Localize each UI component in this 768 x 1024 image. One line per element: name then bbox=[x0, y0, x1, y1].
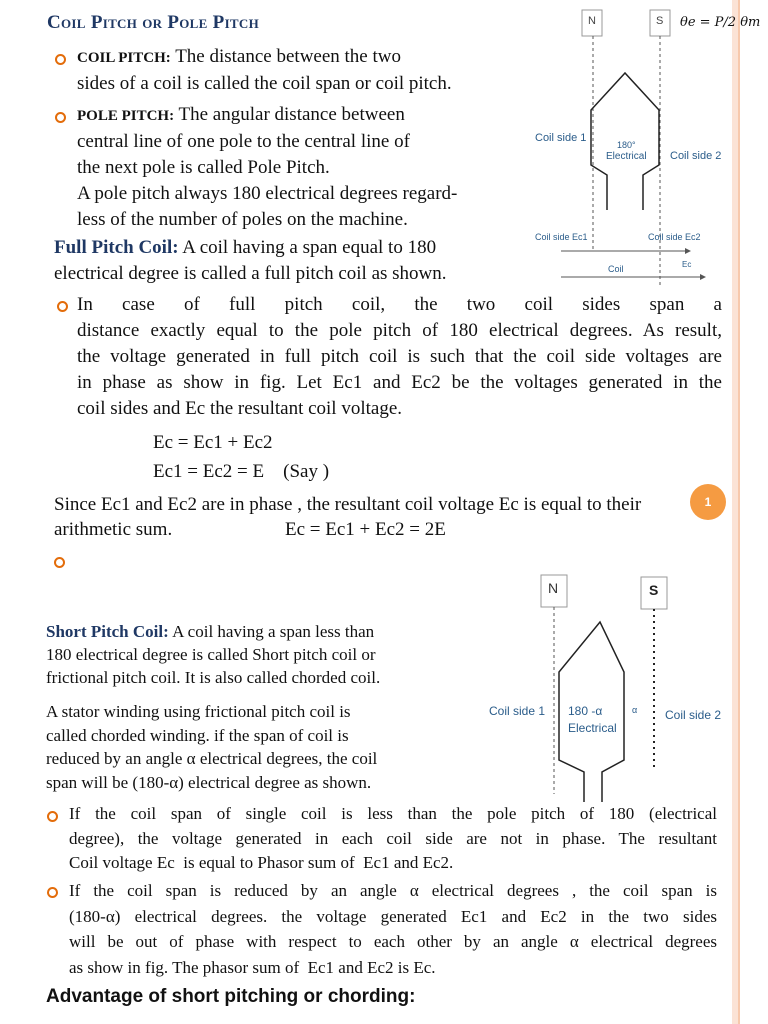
ec-arrowhead bbox=[685, 248, 691, 254]
full-para-line1: In case of full pitch coil, the two coil sides span a bbox=[77, 294, 722, 315]
bullet-icon bbox=[54, 557, 65, 568]
short-pitch-line3: frictional pitch coil. It is also called chorded coil. bbox=[46, 668, 381, 687]
angle-sub-label: Electrical bbox=[606, 151, 647, 162]
pole-n-label: N bbox=[588, 15, 596, 27]
coil-side-1-label: Coil side 1 bbox=[489, 704, 546, 718]
angle-formula: θe = P/2 θm bbox=[680, 15, 760, 30]
since-paragraph bbox=[54, 492, 704, 518]
short-pitch-diagram bbox=[482, 572, 732, 810]
pole-pitch-line1: The angular distance between bbox=[178, 104, 405, 125]
angle-label: 180 -α bbox=[568, 704, 603, 718]
coil-pitch-line2: sides of a coil is called the coil span or coil pitch. bbox=[77, 73, 452, 94]
short-b2-line3: will be out of phase with respect to each other by an angle α electrical degrees bbox=[69, 932, 717, 951]
pole-pitch-line4: A pole pitch always 180 electrical degrees regard- bbox=[77, 183, 458, 204]
pole-pitch-line3: the next pole is called Pole Pitch. bbox=[77, 157, 330, 178]
short-pitch-line1: A coil having a span less than bbox=[172, 622, 375, 641]
since-line2: arithmetic sum. bbox=[54, 519, 173, 540]
pole-pitch-line5: less of the number of poles on the machine. bbox=[77, 209, 408, 230]
angle-sub-label: Electrical bbox=[568, 721, 617, 735]
full-pitch-label: Full Pitch Coil: bbox=[54, 237, 179, 258]
alpha-label: α bbox=[632, 705, 638, 715]
short-b1-line2: degree), the voltage generated in each coil side are not in phase. The resultant bbox=[69, 828, 717, 848]
chorded-winding-paragraph bbox=[46, 700, 466, 794]
full-para-line3: the voltage generated in full pitch coil is such that the coil side voltages are bbox=[77, 346, 722, 367]
page-title: Coil Pitch or Pole Pitch bbox=[47, 12, 259, 33]
since-equation: Ec = Ec1 + Ec2 = 2E bbox=[285, 519, 446, 540]
full-pitch-line2: electrical degree is called a full pitch coil as shown. bbox=[54, 263, 447, 284]
coil-arrowhead bbox=[700, 274, 706, 280]
bullet-icon bbox=[55, 54, 66, 65]
short-b2-line4: as show in fig. The phasor sum of Ec1 and Ec2 is Ec. bbox=[69, 957, 436, 977]
short-b1-line3: Coil voltage Ec is equal to Phasor sum of Ec1 and Ec2. bbox=[69, 853, 454, 872]
ec1-label: Coil side Ec1 bbox=[535, 232, 588, 242]
pole-pitch-line2: central line of one pole to the central line of bbox=[77, 131, 410, 152]
full-para-line5: coil sides and Ec the resultant coil voltage. bbox=[77, 398, 403, 419]
short-pitch-label: Short Pitch Coil: bbox=[46, 622, 169, 641]
bullet-icon bbox=[57, 301, 68, 312]
short-pitch-paragraph bbox=[46, 620, 466, 689]
pole-s-label: S bbox=[656, 15, 664, 27]
ec2-label: Coil side Ec2 bbox=[648, 232, 701, 242]
full-pitch-diagram bbox=[525, 5, 760, 287]
short-pitch-bullet-2 bbox=[69, 878, 717, 980]
coil-pitch-label: COIL PITCH: bbox=[77, 50, 171, 66]
short-b1-line1: If the coil span of single coil is less than the pole pitch of 180 (electrical bbox=[69, 804, 717, 823]
short-pitch-line6: reduced by an angle α electrical degrees, the coil bbox=[46, 749, 378, 768]
short-pitch-line5: called chorded winding. if the span of coil is bbox=[46, 725, 349, 745]
coil-side-2-label: Coil side 2 bbox=[670, 150, 722, 162]
short-pitch-bullet-1 bbox=[69, 802, 717, 876]
pole-pitch-paragraph bbox=[77, 102, 517, 233]
bullet-icon bbox=[47, 887, 58, 898]
slide-badge: 1 bbox=[690, 484, 726, 520]
full-pitch-explanation bbox=[77, 292, 722, 422]
short-b2-line2: (180-α) electrical degrees. the voltage generated Ec1 and Ec2 in the two sides bbox=[69, 906, 717, 926]
coil-side-2-label: Coil side 2 bbox=[665, 708, 722, 722]
bullet-icon bbox=[47, 811, 58, 822]
angle-label: 180° bbox=[617, 140, 636, 150]
short-pitch-line2: 180 electrical degree is called Short pitch coil or bbox=[46, 645, 376, 664]
full-pitch-line1: A coil having a span equal to 180 bbox=[182, 237, 437, 258]
advantage-heading: Advantage of short pitching or chording: bbox=[46, 986, 416, 1007]
short-pitch-line4: A stator winding using frictional pitch coil is bbox=[46, 702, 351, 721]
short-pitch-line7: span will be (180-α) electrical degree as shown. bbox=[46, 772, 372, 792]
full-para-line2: distance exactly equal to the pole pitch of 180 electrical degrees. As result, bbox=[77, 320, 722, 341]
short-b2-line1: If the coil span is reduced by an angle α electrical degrees , the coil span is bbox=[69, 881, 717, 900]
bullet-icon bbox=[55, 112, 66, 123]
ec-label: Ec bbox=[682, 260, 692, 269]
equation-2: Ec1 = Ec2 = E (Say ) bbox=[153, 461, 330, 482]
equation-1: Ec = Ec1 + Ec2 bbox=[153, 432, 273, 453]
pole-s-label: S bbox=[649, 582, 659, 598]
coil-pitch-paragraph bbox=[77, 44, 517, 97]
coil-label: Coil bbox=[608, 264, 624, 274]
coil-side-1-label: Coil side 1 bbox=[535, 132, 587, 144]
coil-pitch-line1: The distance between the two bbox=[175, 46, 401, 67]
since-line1: Since Ec1 and Ec2 are in phase , the resultant coil voltage Ec is equal to their bbox=[54, 494, 642, 515]
pole-n-label: N bbox=[548, 580, 559, 596]
full-para-line4: in phase as show in fig. Let Ec1 and Ec2 be the voltages generated in the bbox=[77, 372, 722, 393]
pole-pitch-label: POLE PITCH: bbox=[77, 108, 175, 124]
full-pitch-paragraph bbox=[54, 235, 524, 287]
